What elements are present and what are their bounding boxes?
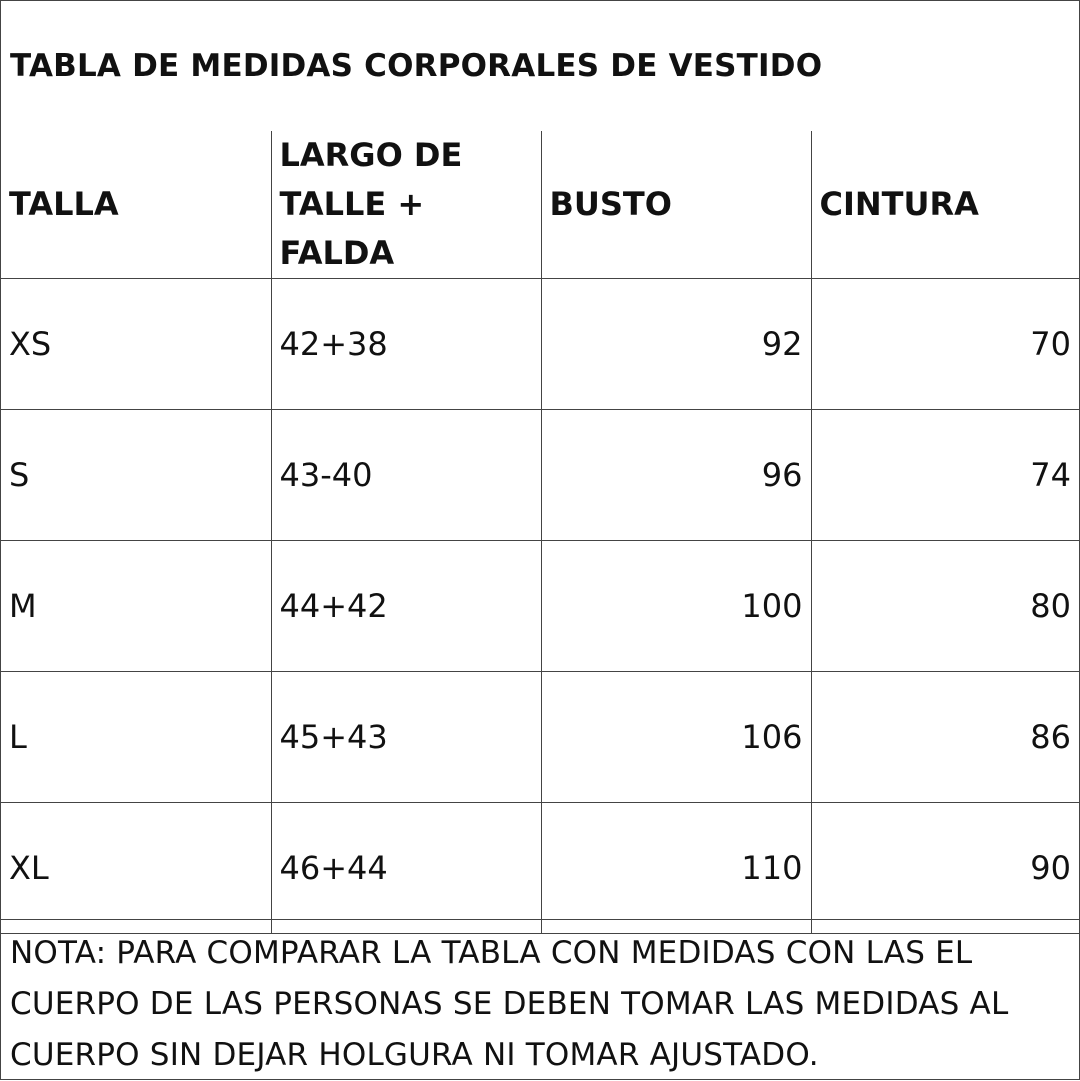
cell-busto: 92 — [541, 279, 811, 410]
cell-talla: S — [1, 410, 271, 541]
cell-cintura: 90 — [811, 803, 1079, 934]
title-row — [1, 1, 1079, 131]
header-largo-talle-falda: LARGO DE TALLE + FALDA — [271, 131, 541, 279]
cell-largo: 45+43 — [271, 672, 541, 803]
cell-largo: 42+38 — [271, 279, 541, 410]
cell-busto: 110 — [541, 803, 811, 934]
header-row — [1, 131, 1079, 279]
table-row — [1, 803, 1079, 934]
cell-cintura: 74 — [811, 410, 1079, 541]
chart-title: TABLA DE MEDIDAS CORPORALES DE VESTIDO — [10, 48, 823, 84]
cell-largo: 43-40 — [271, 410, 541, 541]
cell-talla: XL — [1, 803, 271, 934]
table-row — [1, 672, 1079, 803]
cell-talla: M — [1, 541, 271, 672]
cell-cintura: 80 — [811, 541, 1079, 672]
footnote: NOTA: PARA COMPARAR LA TABLA CON MEDIDAS CON LAS EL CUERPO DE LAS PERSONAS SE DEBEN TOMAR LAS MEDIDAS AL CUERPO SIN DEJAR HOLGURA NI TOMAR AJUSTADO. — [1, 919, 1079, 1079]
table-row — [1, 279, 1079, 410]
table-row — [1, 410, 1079, 541]
header-cintura: CINTURA — [811, 131, 1079, 279]
cell-largo: 46+44 — [271, 803, 541, 934]
cell-busto: 96 — [541, 410, 811, 541]
cell-busto: 100 — [541, 541, 811, 672]
cell-talla: L — [1, 672, 271, 803]
header-talla: TALLA — [1, 131, 271, 279]
cell-busto: 106 — [541, 672, 811, 803]
cell-talla: XS — [1, 279, 271, 410]
size-table — [1, 131, 1079, 934]
cell-largo: 44+42 — [271, 541, 541, 672]
cell-cintura: 86 — [811, 672, 1079, 803]
cell-cintura: 70 — [811, 279, 1079, 410]
table-row — [1, 541, 1079, 672]
header-busto: BUSTO — [541, 131, 811, 279]
